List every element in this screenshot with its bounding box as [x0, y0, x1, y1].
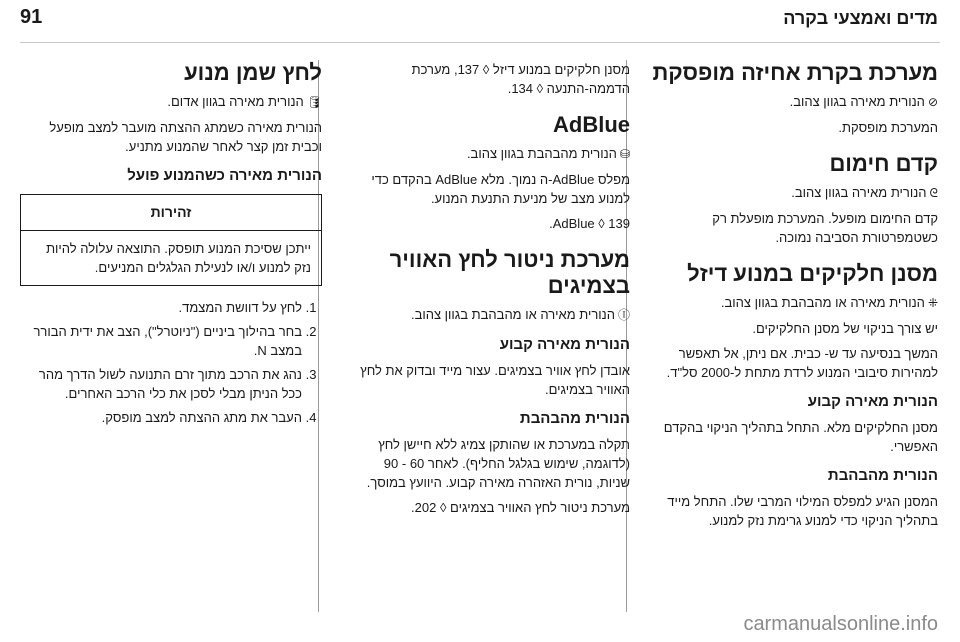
paragraph: מערכת ניטור לחץ האוויר בצמיגים ◊ 202.: [411, 500, 630, 515]
paragraph: מסנן החלקיקים מלא. התחל בתהליך הניקוי בהקדם האפשרי.: [663, 420, 938, 454]
paragraph: אובדן לחץ אוויר בצמיגים. עצור מייד ובדוק את לחץ האוויר בצמיגים.: [360, 363, 630, 397]
page-number: 91: [20, 6, 43, 28]
heading-engine-oil-pressure: לחץ שמן מנוע: [184, 60, 322, 85]
warning-box: [20, 194, 322, 286]
column-right: [652, 60, 938, 536]
paragraph: AdBlue ◊ 139.: [549, 216, 630, 231]
particle-filter-icon: ⁜: [927, 296, 938, 310]
subheading-lit-steady: הנורית מאירה קבוע: [807, 393, 938, 410]
paragraph: תקלה במערכת או שהותקן צמיג ללא חיישן לחץ (לדוגמה, שימוש בגלגל החליף). לאחר 60 - 90 שניות, נורית האזהרה מאירה קבוע. היוועץ במוסך.: [366, 437, 630, 490]
list-item: 2. בחר בהילוך ביניים ("ניוטרל"), הצב את ידית הבורר במצב N.: [20, 322, 302, 360]
paragraph: ⊘הנורית מאירה בגוון צהוב.: [789, 94, 938, 109]
heading-adblue: AdBlue: [553, 112, 630, 137]
paragraph: ⛁הנורית מהבהבת בגוון צהוב.: [466, 146, 630, 161]
page-header: [0, 0, 960, 46]
column-left: [20, 60, 322, 432]
heading-tire-pressure-monitoring: מערכת ניטור לחץ האוויר בצמיגים: [389, 247, 630, 298]
adblue-icon: ⛁: [619, 147, 630, 161]
list-item: 3. נהג את הרכב מתוך זרם התנועה לשול הדרך מהר ככל הניתן מבלי לסכן את כלי הרכב האחרים.: [20, 365, 302, 403]
subheading-flashing: הנורית מהבהבת: [519, 410, 630, 427]
list-item: 1. לחץ על דוושת המצמד.: [20, 298, 302, 317]
paragraph: 🛢הנורית מאירה בגוון אדום.: [167, 94, 322, 109]
heading-diesel-particle-filter: מסנן חלקיקים במנוע דיזל: [687, 261, 938, 286]
paragraph: יש צורך בניקוי של מסנן החלקיקים.: [752, 321, 938, 336]
tire-pressure-icon: Ⓘ: [617, 308, 630, 322]
paragraph: המשך בנסיעה עד ש- כבית. אם ניתן, אל תאפשר למהירות סיבובי המנוע לרדת מתחת ל-2000 סל"ד.: [666, 346, 938, 380]
traction-off-icon: ⊘: [927, 95, 938, 109]
header-rule: [20, 42, 940, 43]
column-middle: [348, 60, 630, 523]
paragraph: Ⓘהנורית מאירה או מהבהבת בגוון צהוב.: [410, 307, 630, 322]
paragraph: מסנן חלקיקים במנוע דיזל ◊ 137, מערכת הדממה-התנעה ◊ 134.: [411, 62, 630, 96]
warning-text: ייתכן שסיכת המנוע תופסק. התוצאה עלולה להיות נזק למנוע ו/או לנעילת הגלגלים המניעים.: [46, 241, 311, 275]
watermark: carmanualsonline.info: [743, 613, 938, 635]
list-item: 4. העבר את מתג ההצתה למצב מופסק.: [20, 408, 302, 427]
glow-plug-icon: ᘓ: [929, 186, 938, 200]
paragraph: ⁜הנורית מאירה או מהבהבת בגוון צהוב.: [720, 295, 938, 310]
paragraph: קדם החימום מופעל. המערכת מופעלת רק כשטמפרטורת הסביבה נמוכה.: [712, 211, 938, 245]
steps-list: [20, 298, 322, 427]
paragraph: הנורית מאירה כשמתג ההצתה מועבר למצב מופעל וכבית זמן קצר לאחר שהמנוע מתניע.: [49, 120, 322, 154]
subheading-flashing: הנורית מהבהבת: [827, 467, 938, 484]
heading-preheating: קדם חימום: [829, 151, 938, 176]
heading-traction-control-off: מערכת בקרת אחיזה מופסקת: [652, 60, 938, 85]
chapter-title: מדים ואמצעי בקרה: [783, 8, 938, 28]
paragraph: המסנן הגיע למפלס המילוי המרבי שלו. התחל מייד בתהליך הניקוי כדי למנוע גרימת נזק למנוע.: [667, 494, 938, 528]
warning-title: זהירות: [21, 195, 321, 231]
subheading-lit-steady: הנורית מאירה קבוע: [499, 336, 630, 353]
oil-can-icon: 🛢: [306, 95, 322, 109]
paragraph: ᘓהנורית מאירה בגוון צהוב.: [791, 185, 938, 200]
paragraph: המערכת מופסקת.: [838, 120, 938, 135]
subheading-lit-while-running: הנורית מאירה כשהמנוע פועל: [127, 167, 322, 184]
paragraph: מפלס AdBlue-ה נמוך. מלא AdBlue בהקדם כדי למנוע מצב של מניעת התנעת המנוע.: [371, 172, 630, 206]
